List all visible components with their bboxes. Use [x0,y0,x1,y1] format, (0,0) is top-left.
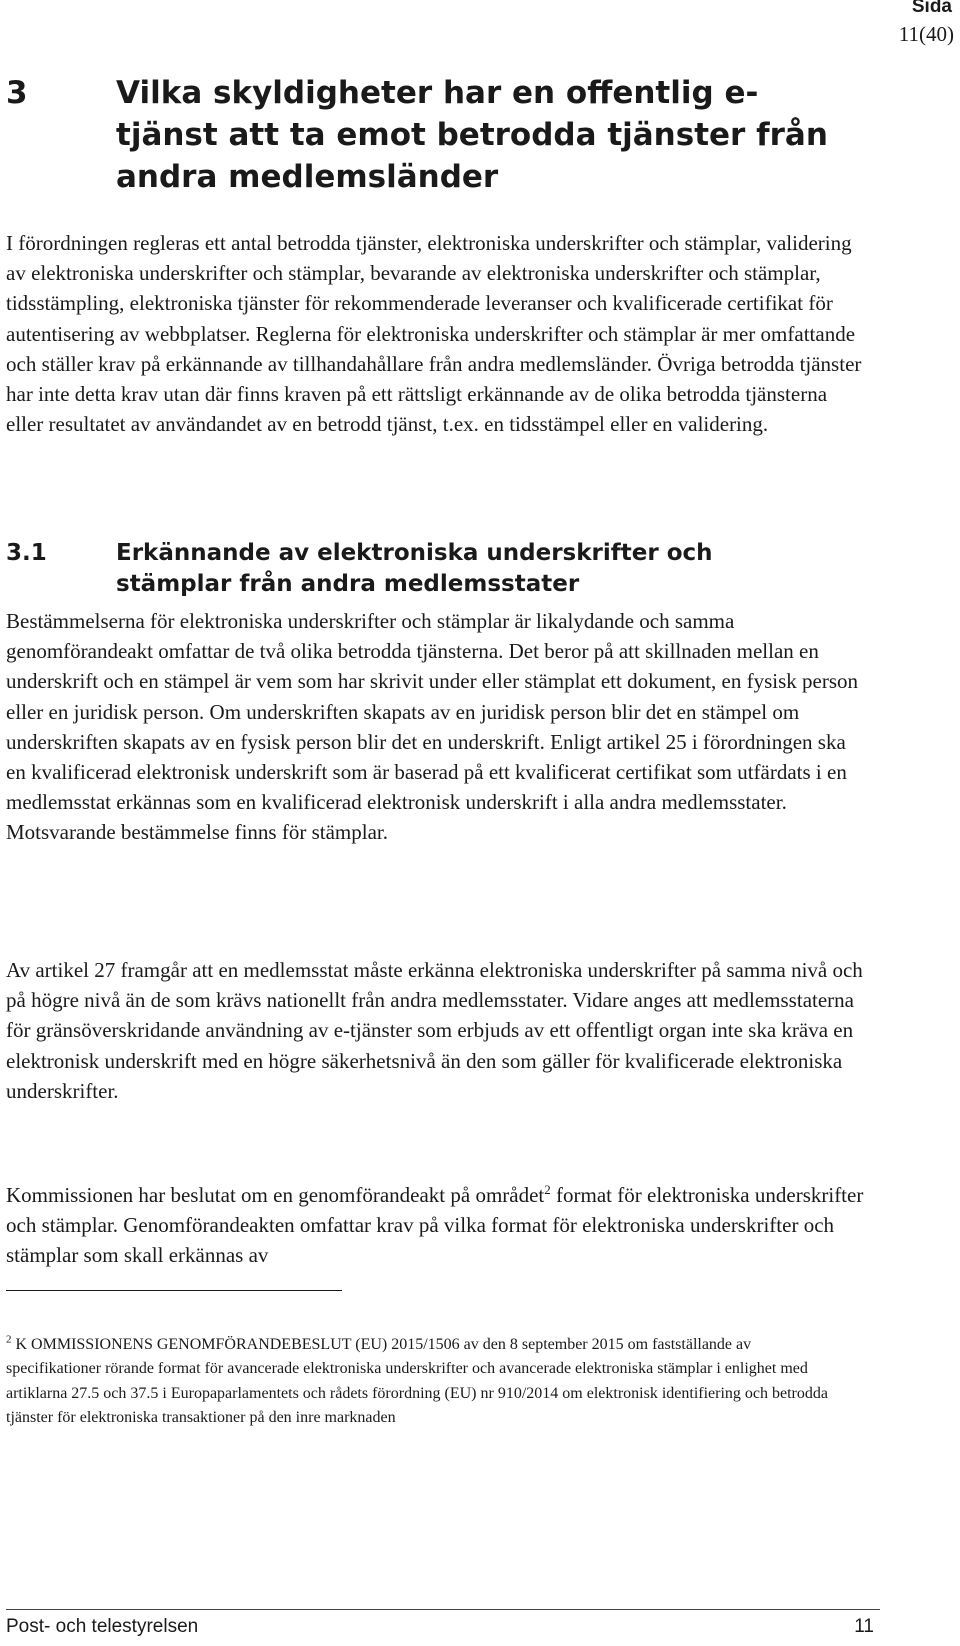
footnote-reference[interactable]: 2 [544,1182,551,1197]
paragraph-text: Kommissionen har beslutat om en genomförandeakt på området [6,1183,545,1207]
page-label: Sida [911,0,952,17]
footnote-separator [6,1290,342,1291]
body-paragraph: Bestämmelserna för elektroniska underskrifter och stämplar är likalydande och samma genomförandeakt omfattar de två olika betrodda tjänsterna. Det beror på att skillnaden mellan en underskrift och en stämpel är vem som har skrivit under eller stämplat ett dokument, en fysisk person eller en juridisk person. Om underskriften skapats av en juridisk person blir det en stämpel om underskriften skapats av en fysisk person blir det en underskrift. Enligt artikel 25 i förordningen ska en kvalificerad elektronisk underskrift som är baserad på ett kvalificerat certifikat som utfärdats i en medlemsstat erkännas som en kvalificerad elektronisk underskrift i alla andra medlemsstater. Motsvarande bestämmelse finns för stämplar. [6,609,859,845]
body-paragraph-with-reference [6,1180,864,1271]
paragraph-text: format för elektroniska underskrifter och stämplar. Genomförandeakten omfattar krav på vilka format för elektroniska underskrifter och stämplar som skall erkännas av [6,1183,864,1268]
subsection-heading [6,538,906,600]
subsection-title: Erkännande av elektroniska underskrifter och stämplar från andra medlemsstater [116,540,713,597]
footnote-text: K OMMISSIONENS GENOMFÖRANDEBESLUT (EU) 2015/1506 av den 8 september 2015 om fastställande av specifikationer rörande format för avancerade elektroniska underskrifter och avancerade elektroniska stämplar i enlighet med artiklarna 27.5 och 37.5 i Europaparlamentets och rådets förordning (EU) nr 910/2014 om elektronisk identifiering och betrodda tjänster för elektroniska transaktioner på den inre marknaden [6,1336,828,1426]
footer-divider [6,1609,880,1610]
footnote-marker: 2 [6,1333,12,1346]
section-title: Vilka skyldigheter har en offentlig e-tjänst att ta emot betrodda tjänster från andra medlemsländer [116,75,828,195]
intro-paragraph: I förordningen regleras ett antal betrodda tjänster, elektroniska underskrifter och stämplar, validering av elektroniska underskrifter och stämplar, bevarande av elektroniska underskrifter och stämplar, tidsstämpling, elektroniska tjänster för rekommenderade leveranser och kvalificerade certifikat för autentisering av webbplatser. Reglerna för elektroniska underskrifter och stämplar är mer omfattande och ställer krav på erkännande av tillhandahållare från andra medlemsländer. Övriga betrodda tjänster har inte detta krav utan där finns kraven på ett rättsligt erkännande av de olika betrodda tjänsterna eller resultatet av användandet av en betrodd tjänst, t.ex. en tidsstämpel eller en validering. [6,231,862,437]
section-heading [6,72,906,198]
footer-organization: Post- och telestyrelsen [6,1616,199,1637]
page-counter: 11(40) [898,22,954,46]
body-paragraph: Av artikel 27 framgår att en medlemsstat måste erkänna elektroniska underskrifter på samma nivå och på högre nivå än de som krävs nationellt från andra medlemsstater. Vidare anges att medlemsstaterna för gränsöverskridande användning av e-tjänster som erbjuds av ett offentligt organ inte ska kräva en elektronisk underskrift med en högre säkerhetsnivå än den som gäller för kvalificerade elektroniska underskrifter. [6,958,863,1103]
subsection-number: 3.1 [6,540,47,566]
footnote [6,1333,836,1430]
section-number: 3 [6,75,28,111]
footer-page-number: 11 [854,1616,874,1637]
